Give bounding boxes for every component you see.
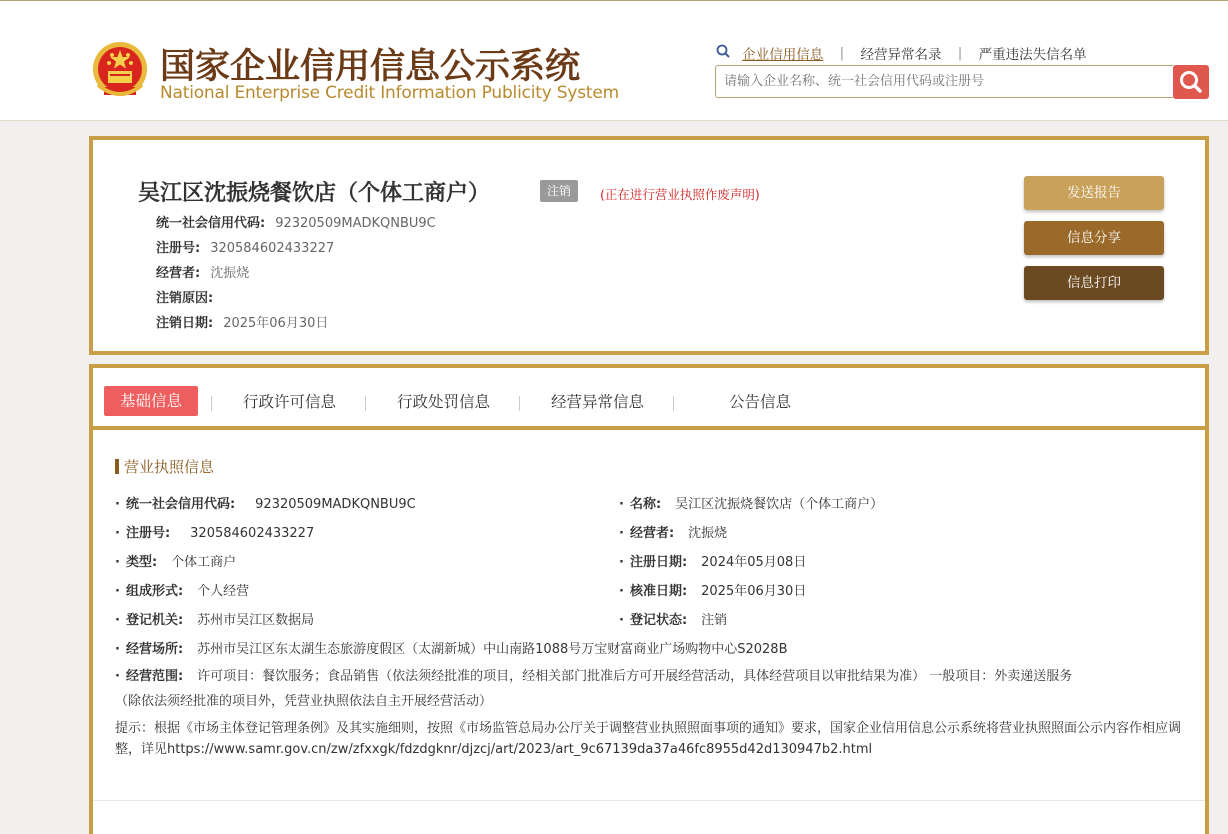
logo-title-cn: 国家企业信用信息公示系统 bbox=[160, 47, 581, 87]
field-reg-status bbox=[619, 609, 727, 628]
nav-credit-info-link[interactable]: 企业信用信息 bbox=[742, 47, 824, 63]
search-button[interactable] bbox=[1173, 65, 1209, 99]
search-box bbox=[715, 65, 1173, 98]
field-value: 个人经营 bbox=[197, 584, 250, 599]
summary-label: 注销原因: bbox=[156, 291, 214, 306]
tab-admin-penalty[interactable]: 行政处罚信息 bbox=[397, 393, 491, 411]
summary-credit-code bbox=[156, 212, 436, 231]
send-report-button[interactable]: 发送报告 bbox=[1024, 176, 1164, 210]
search-icon bbox=[1173, 65, 1209, 99]
field-reg-number bbox=[115, 522, 314, 541]
search-icon bbox=[716, 44, 730, 62]
tab-separator bbox=[365, 396, 366, 411]
company-summary-panel bbox=[89, 136, 1209, 355]
tab-separator bbox=[673, 396, 674, 411]
nav-blacklist-link[interactable]: 严重违法失信名单 bbox=[978, 47, 1087, 63]
field-label: · 类型: bbox=[115, 555, 157, 570]
share-info-button[interactable]: 信息分享 bbox=[1024, 221, 1164, 255]
nav-abnormal-list-link[interactable]: 经营异常名录 bbox=[860, 47, 942, 63]
scope-line-2: （除依法须经批准的项目外，凭营业执照依法自主开展经营活动） bbox=[115, 694, 493, 709]
site-header bbox=[0, 1, 1228, 121]
field-label: · 登记机关: bbox=[115, 613, 183, 628]
tab-basic-info[interactable]: 基础信息 bbox=[104, 386, 198, 416]
field-approval-date bbox=[619, 580, 806, 599]
field-label: · 经营范围: bbox=[115, 669, 183, 684]
summary-label: 统一社会信用代码: bbox=[156, 216, 266, 231]
field-value: 2025年06月30日 bbox=[701, 584, 807, 599]
summary-value: 320584602433227 bbox=[210, 241, 335, 256]
field-value: 苏州市吴江区东太湖生态旅游度假区（太湖新城）中山南路1088号万宝财富商业广场购物中心S2028B bbox=[197, 642, 788, 657]
tab-separator bbox=[211, 396, 212, 411]
license-void-notice: (正在进行营业执照作废声明) bbox=[600, 187, 760, 202]
nav-separator: | bbox=[839, 45, 845, 61]
divider bbox=[93, 800, 1205, 801]
field-value: 92320509MADKQNBU9C bbox=[255, 497, 416, 512]
company-name: 吴江区沈振烧餐饮店（个体工商户） bbox=[138, 181, 491, 206]
field-value: 许可项目：餐饮服务；食品销售（依法须经批准的项目，经相关部门批准后方可开展经营活动，具体经营项目以审批结果为准） 一般项目：外卖递送服务 bbox=[197, 669, 1073, 684]
tab-abnormal-operation[interactable]: 经营异常信息 bbox=[551, 393, 645, 411]
print-info-button[interactable]: 信息打印 bbox=[1024, 266, 1164, 300]
search-input[interactable] bbox=[716, 66, 1172, 97]
field-label: · 登记状态: bbox=[619, 613, 687, 628]
summary-value: 2025年06月30日 bbox=[223, 316, 329, 331]
detail-panel bbox=[89, 364, 1209, 834]
field-value: 吴江区沈振烧餐饮店（个体工商户） bbox=[675, 497, 884, 512]
field-label: · 核准日期: bbox=[619, 584, 687, 599]
field-label: · 经营者: bbox=[619, 526, 674, 541]
summary-cancel-date bbox=[156, 312, 328, 331]
field-value: 个体工商户 bbox=[171, 555, 237, 570]
summary-reg-number bbox=[156, 237, 334, 256]
field-value: 注销 bbox=[701, 613, 728, 628]
field-label: · 组成形式: bbox=[115, 584, 183, 599]
field-authority bbox=[115, 609, 314, 628]
field-label: · 经营场所: bbox=[115, 642, 183, 657]
field-type bbox=[115, 551, 236, 570]
field-label: · 注册号: bbox=[115, 526, 170, 541]
tab-bar bbox=[93, 368, 1205, 430]
field-name bbox=[619, 493, 883, 512]
summary-label: 注册号: bbox=[156, 241, 201, 256]
field-value: 苏州市吴江区数据局 bbox=[197, 613, 315, 628]
field-operator bbox=[619, 522, 727, 541]
summary-label: 经营者: bbox=[156, 266, 201, 281]
field-reg-date bbox=[619, 551, 806, 570]
field-value: 2024年05月08日 bbox=[701, 555, 807, 570]
national-emblem-icon bbox=[90, 41, 150, 103]
nav-separator: | bbox=[957, 45, 963, 61]
field-value: 沈振烧 bbox=[688, 526, 728, 541]
section-bar bbox=[115, 459, 119, 474]
summary-label: 注销日期: bbox=[156, 316, 214, 331]
top-nav bbox=[716, 43, 1087, 63]
summary-cancel-reason bbox=[156, 287, 223, 306]
section-title bbox=[115, 456, 214, 477]
tab-separator bbox=[519, 396, 520, 411]
notice-tip: 提示：根据《市场主体登记管理条例》及其实施细则，按照《市场监管总局办公厅关于调整营业执照照面事项的通知》要求，国家企业信用信息公示系统将营业执照照面公示内容作相应调整，详见https://www.samr.gov.cn/zw/zfxxgk/fdzdgknr/djzcj/art/2023/art_9c67139da37a46fc8955d42d130947b2.html bbox=[115, 721, 1182, 757]
logo-title-en: National Enterprise Credit Information Publicity System bbox=[160, 83, 619, 103]
section-title-text: 营业执照信息 bbox=[124, 458, 215, 476]
field-label: · 名称: bbox=[619, 497, 661, 512]
field-business-scope bbox=[115, 664, 1175, 714]
tab-announcement[interactable]: 公告信息 bbox=[729, 393, 792, 411]
summary-value: 沈振烧 bbox=[210, 266, 250, 281]
field-label: · 注册日期: bbox=[619, 555, 687, 570]
field-form bbox=[115, 580, 249, 599]
summary-operator bbox=[156, 262, 249, 281]
field-credit-code bbox=[115, 493, 416, 512]
field-label: · 统一社会信用代码: bbox=[115, 497, 235, 512]
field-value: 320584602433227 bbox=[190, 526, 315, 541]
scope-line-1 bbox=[115, 664, 1175, 689]
summary-value: 92320509MADKQNBU9C bbox=[275, 216, 436, 231]
tab-admin-license[interactable]: 行政许可信息 bbox=[243, 393, 337, 411]
status-badge: 注销 bbox=[540, 180, 578, 202]
field-premises bbox=[115, 638, 788, 657]
